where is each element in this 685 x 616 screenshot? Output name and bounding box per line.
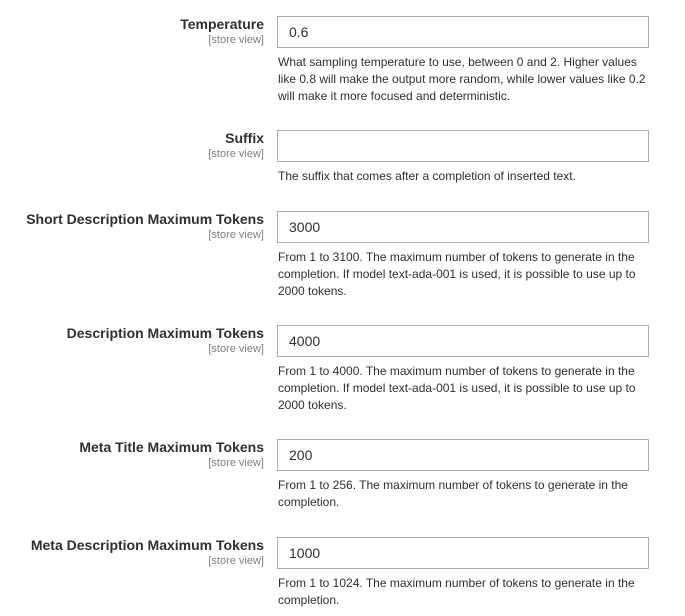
temperature-label: Temperature [180, 16, 264, 32]
temperature-input[interactable] [277, 16, 649, 48]
description-tokens-note: From 1 to 4000. The maximum number of tokens to generate in the completion. If model text-ada-001 is used, it is possible to use up to 2000 tokens. [278, 364, 636, 412]
temperature-label-group [0, 16, 264, 47]
short-description-tokens-label: Short Description Maximum Tokens [26, 211, 264, 227]
meta-title-tokens-note: From 1 to 256. The maximum number of tokens to generate in the completion. [278, 478, 628, 509]
temperature-note: What sampling temperature to use, between 0 and 2. Higher values like 0.8 will make the output more random, while lower values like 0.2 will make it more focused and deterministic. [278, 55, 646, 103]
description-tokens-label: Description Maximum Tokens [66, 325, 264, 341]
suffix-note: The suffix that comes after a completion of inserted text. [278, 169, 576, 183]
temperature-scope: [store view] [208, 34, 264, 46]
meta-title-tokens-scope: [store view] [208, 457, 264, 469]
suffix-label: Suffix [225, 130, 264, 146]
short-description-tokens-note: From 1 to 3100. The maximum number of tokens to generate in the completion. If model text-ada-001 is used, it is possible to use up to 2000 tokens. [278, 250, 636, 298]
meta-description-tokens-label-group [0, 537, 264, 568]
short-description-tokens-input[interactable] [277, 211, 649, 243]
meta-description-tokens-input[interactable] [277, 537, 649, 569]
meta-description-tokens-note: From 1 to 1024. The maximum number of tokens to generate in the completion. [278, 576, 635, 607]
short-description-tokens-scope: [store view] [208, 229, 264, 241]
description-tokens-label-group [0, 325, 264, 356]
meta-title-tokens-label: Meta Title Maximum Tokens [79, 439, 264, 455]
short-description-tokens-label-group [0, 211, 264, 242]
meta-title-tokens-label-group [0, 439, 264, 470]
suffix-input[interactable] [277, 130, 649, 162]
suffix-label-group [0, 130, 264, 161]
suffix-scope: [store view] [208, 148, 264, 160]
description-tokens-input[interactable] [277, 325, 649, 357]
meta-description-tokens-label: Meta Description Maximum Tokens [30, 537, 264, 553]
meta-description-tokens-scope: [store view] [208, 555, 264, 567]
meta-title-tokens-input[interactable] [277, 439, 649, 471]
description-tokens-scope: [store view] [208, 343, 264, 355]
